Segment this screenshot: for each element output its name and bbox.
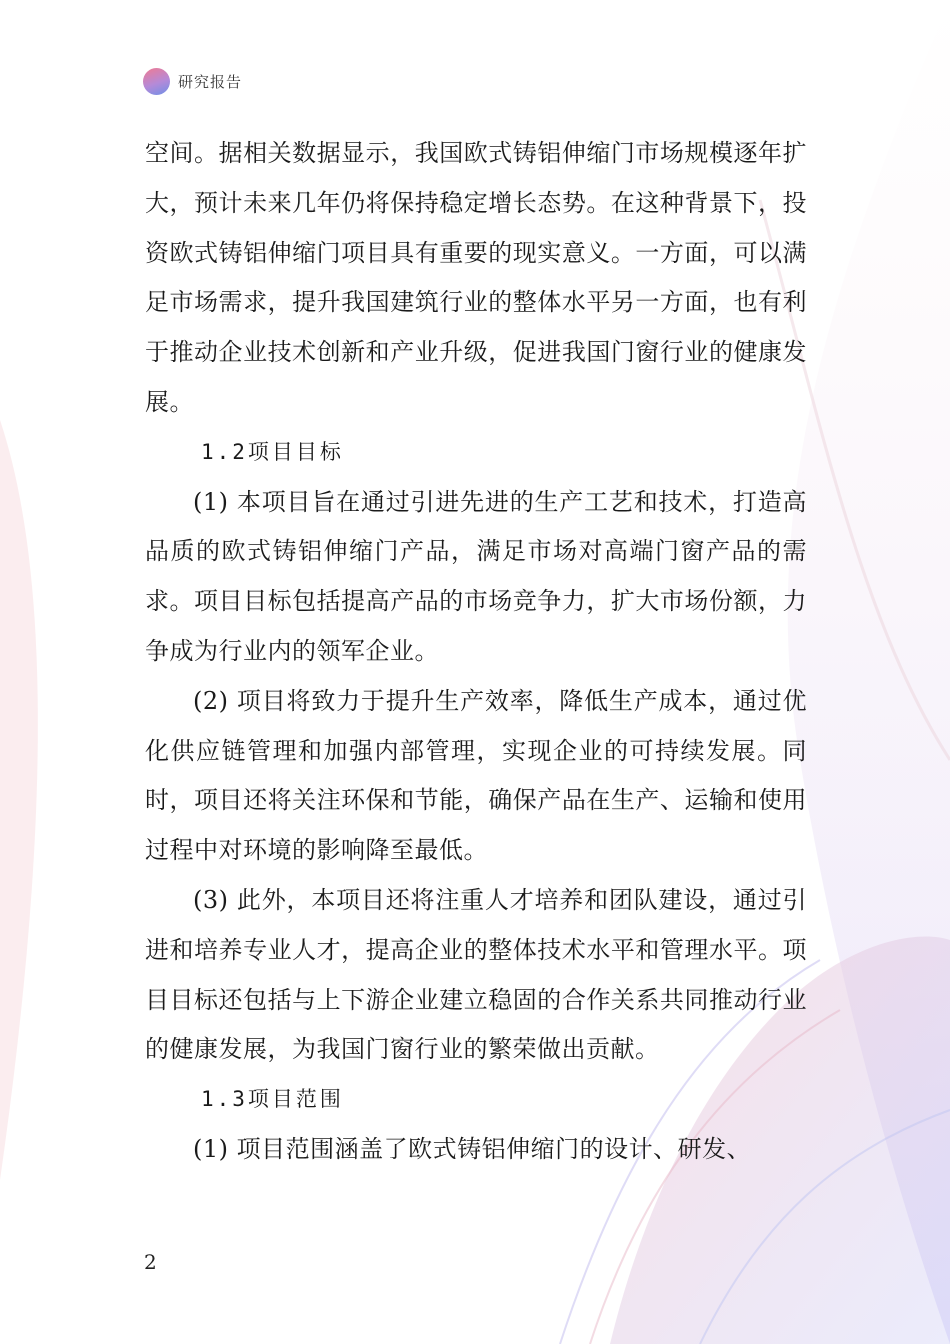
header-label: 研究报告 [178, 72, 243, 91]
paragraph-goal-2: (2) 项目将致力于提升生产效率，降低生产成本，通过优化供应链管理和加强内部管理，实现企业的可持续发展。同时，项目还将关注环保和节能，确保产品在生产、运输和使用过程中对环境的影响降至最低。 [145, 686, 807, 865]
section-heading-1-2: 1.2项目目标 [201, 439, 344, 464]
section-heading-1-3: 1.3项目范围 [201, 1087, 344, 1112]
document-body [145, 129, 807, 1175]
paragraph-goal-3: (3) 此外，本项目还将注重人才培养和团队建设，通过引进和培养专业人才，提高企业的整体技术水平和管理水平。项目目标还包括与上下游企业建立稳固的合作关系共同推动行业的健康发展，为我国门窗行业的繁荣做出贡献。 [145, 885, 807, 1064]
paragraph-goal-1: (1) 本项目旨在通过引进先进的生产工艺和技术，打造高品质的欧式铸铝伸缩门产品，满足市场对高端门窗产品的需求。项目目标包括提高产品的市场竞争力，扩大市场份额，力争成为行业内的领军企业。 [145, 487, 807, 665]
paragraph-scope-1: (1) 项目范围涵盖了欧式铸铝伸缩门的设计、研发、 [193, 1134, 752, 1163]
logo-icon [143, 68, 170, 95]
page-number: 2 [144, 1250, 157, 1274]
paragraph-continued: 空间。据相关数据显示，我国欧式铸铝伸缩门市场规模逐年扩大，预计未来几年仍将保持稳定增长态势。在这种背景下，投资欧式铸铝伸缩门项目具有重要的现实意义。一方面，可以满足市场需求，提升我国建筑行业的整体水平另一方面，也有利于推动企业技术创新和产业升级，促进我国门窗行业的健康发展。 [145, 139, 807, 416]
page-header [143, 66, 242, 96]
